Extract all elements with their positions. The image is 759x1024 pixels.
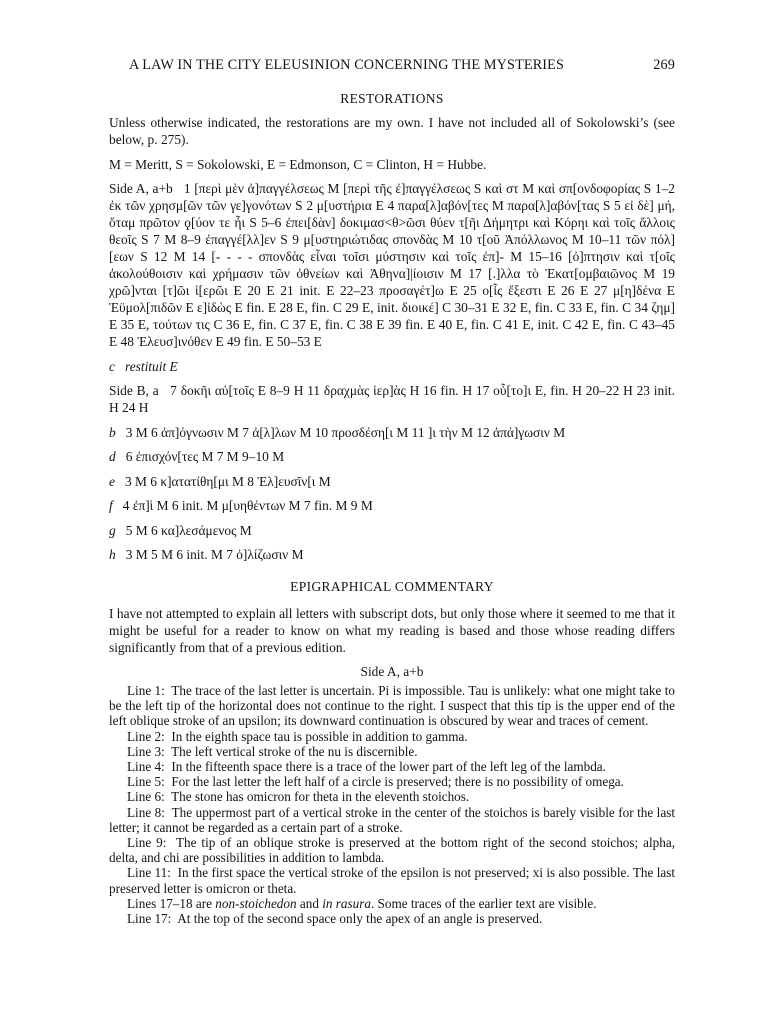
line-text: In the fifteenth space there is a trace of the lower part of the left leg of the lambda. [171,759,606,775]
fragment-label: h [109,547,116,562]
side-a-text: 1 [περὶ μὲν ἀ]παγγέλσεως M [περὶ τῆς ἐ]παγγέλσεως S καὶ στ M καὶ σπ[ονδοφορίας S 1–2 ἐκ τῶν χρησμ[ῶν τῶν γε]γονότων S 2 μ[υστήρια E 4 παρα[λ]αβόν[τες M παρα[λ]αβόν[τας S 5 εἰ δὲ] μή, ὅταμ πρῶτον ϙ[ύον τε ἦι S 5–6 ἐπει[δὰν] δοκιμασ<θ>ῶσι θύεν τ[ῆι Δήμητρι καὶ Κόρηι καὶ τοῖς ἄλλοις θεοῖς S 7 M 8–9 ἐπαγγέ[λλ]εν S 9 μ[υστηριώτιδας σπονδὰς M 10 τ[οῦ Ἀπόλλωνος M 10–11 τῶν πόλ][εων S 12 M 14 [- - - - σπονδὰς εἶναι τοῖσι μύστησιν καὶ τοῖς ἐπ]- M 15–16 [ὀ]πτησιν καὶ τ[οῖς ἀκολούθοισιν καὶ χρήμασιν τῶν ὀθνείων καὶ Ἀθηνα]|ίοισιν M 17 [.]λλα τὸ Ἑκατ[ομβαιῶνος M 19 χρῶ]νται [τ]ῶι ἱ[ερῶι E 20 E 21 init. E 22–23 προσαγέτ]ω E 25 ο[ἷς ἔξεστι E 26 E 27 μ[η]δένα E Ἐϋμολ[πιδῶν E ε]ἰδὼς E fin. E 28 E, fin. C 29 E, init. διοικέ] C 30–31 E 32 E, fin. C 33 E, fin. C 34 ζημ] E 35 E, τούτων τις C 36 E, fin. C 37 E, fin. C 38 E 39 fin. E 40 E, fin. C 41 E, init. C 42 E, fin. C 43–45 E 48 Ἐλευσ]ινόθεν E 49 fin. E 50–53 E [109,181,676,349]
side-b-a-text: 7 δοκῆι αὐ[τοῖς E 8–9 H 11 δραχμὰς ἱερ]ὰς H 16 fin. H 17 οὗ[το]ι E, fin. H 20–22 H 23 init. H 24 H [109,383,675,415]
line-note [109,744,675,759]
line-text: For the last letter the left half of a circle is preserved; there is no possibility of omega. [171,774,624,790]
c-text: restituit E [125,358,178,374]
fragment-text: 6 ἐπισχόν[τες M 7 M 9–10 M [125,449,285,464]
restorations-intro: Unless otherwise indicated, the restorations are my own. I have not included all of Sokolowski’s (see below, p. 275). [109,115,675,147]
restorations-heading: RESTORATIONS [340,91,444,106]
side-b-label: Side B, a [109,383,159,398]
side-b-item [109,473,675,490]
line-label: Line 6: [127,789,165,805]
side-b-item [109,546,675,563]
side-a-restorations [109,180,675,350]
line-text: At the top of the second space only the apex of an angle is preserved. [177,911,543,927]
commentary-heading: EPIGRAPHICAL COMMENTARY [290,579,494,594]
line-text: The stone has omicron for theta in the eleventh stoichos. [171,789,470,805]
side-a-subheading: Side A, a+b [360,664,424,679]
side-b-restorations [109,382,675,416]
line-label: Line 8: [127,804,165,820]
fragment-label: g [109,522,116,538]
line-text: The tip of an oblique stroke is preserved at the bottom right of the second stoichos; alpha, delta, and chi are possibilities in addition to lambda. [109,835,675,866]
and-word: and [299,895,319,911]
fragment-label: b [109,424,116,440]
fragment-label: f [109,498,113,513]
fragment-text: 4 ἐπ]ὶ M 6 init. M μ[υηθέντων M 7 fin. M 9 M [122,498,373,513]
non-stoichedon: non-stoichedon [215,895,297,911]
abbreviations: M = Meritt, S = Sokolowski, E = Edmonson, C = Clinton, H = Hubbe. [109,156,487,172]
line-label: Line 11: [127,865,171,881]
line-label: Line 17: [127,911,172,927]
lines-17-18-rest: . Some traces of the earlier text are visible. [370,895,597,911]
commentary-intro: I have not attempted to explain all letters with subscript dots, but only those where it seemed to me that it might be useful for a reader to know on what my reading is based and those whose reading differs significantly from that of a previous edition. [109,606,675,655]
page-number: 269 [653,57,675,73]
fragment-label: e [109,473,115,489]
in-rasura: in rasura [322,895,371,911]
line-note [109,805,675,835]
side-b-item [109,522,675,539]
fragment-text: 5 M 6 κα]λεσάμενος M [125,522,252,538]
line-label: Line 2: [127,728,165,744]
line-note [109,774,675,789]
running-title: A LAW IN THE CITY ELEUSINION CONCERNING THE MYSTERIES [129,57,565,73]
line-text: The trace of the last letter is uncertain. Pi is impossible. Tau is unlikely: what one might take to be the left tip of the horizontal does not continue to the right. I suspect that this tip is the upper end of the left oblique stroke of an upsilon; its downward continuation is obscured by wear and traces of cement. [109,683,675,729]
fragment-label: d [109,449,116,464]
c-label: c [109,358,115,374]
fragment-text: 3 M 6 ἀπ]όγνωσιν M 7 ἀ[λ]λων M 10 προσδέση[ι M 11 ]ι τὴν M 12 ἀπά]γωσιν M [125,424,566,440]
line-text: The uppermost part of a vertical stroke in the center of the stoichos is barely visible for the last letter; it cannot be regarded as a certain part of a stroke. [109,804,675,835]
fragment-text: 3 M 6 κ]ατατίθη[μι M 8 Ἐλ]ευσῖν[ι M [125,473,331,489]
line-label: Line 5: [127,774,165,790]
side-b-item [109,448,675,465]
line-text: In the eighth space tau is possible in addition to gamma. [171,728,468,744]
running-head [109,57,675,79]
line-text: In the first space the vertical stroke of the epsilon is not preserved; xi is also possible. The last preserved letter is omicron or theta. [109,865,676,896]
page [109,57,675,926]
side-b-item [109,424,675,441]
fragment-text: 3 M 5 M 6 init. M 7 ὀ]λίζωσιν M [125,547,304,562]
line-label: Line 9: [127,835,167,851]
line-note [109,911,675,926]
line-label: Line 4: [127,759,165,775]
line-note [109,835,675,865]
line-label: Line 1: [127,683,165,698]
side-a-label: Side A, a+b [109,181,173,196]
line-note-17-18 [109,896,675,911]
line-note [109,729,675,744]
lines-17-18-label: Lines 17–18 are [127,895,212,911]
line-label: Line 3: [127,743,165,759]
line-note [109,789,675,804]
line-note [109,865,675,895]
commentary-section [109,579,675,926]
c-restorations [109,358,675,375]
side-b-item [109,497,675,514]
line-text: The left vertical stroke of the nu is discernible. [171,743,418,759]
line-note [109,759,675,774]
line-note [109,683,675,729]
